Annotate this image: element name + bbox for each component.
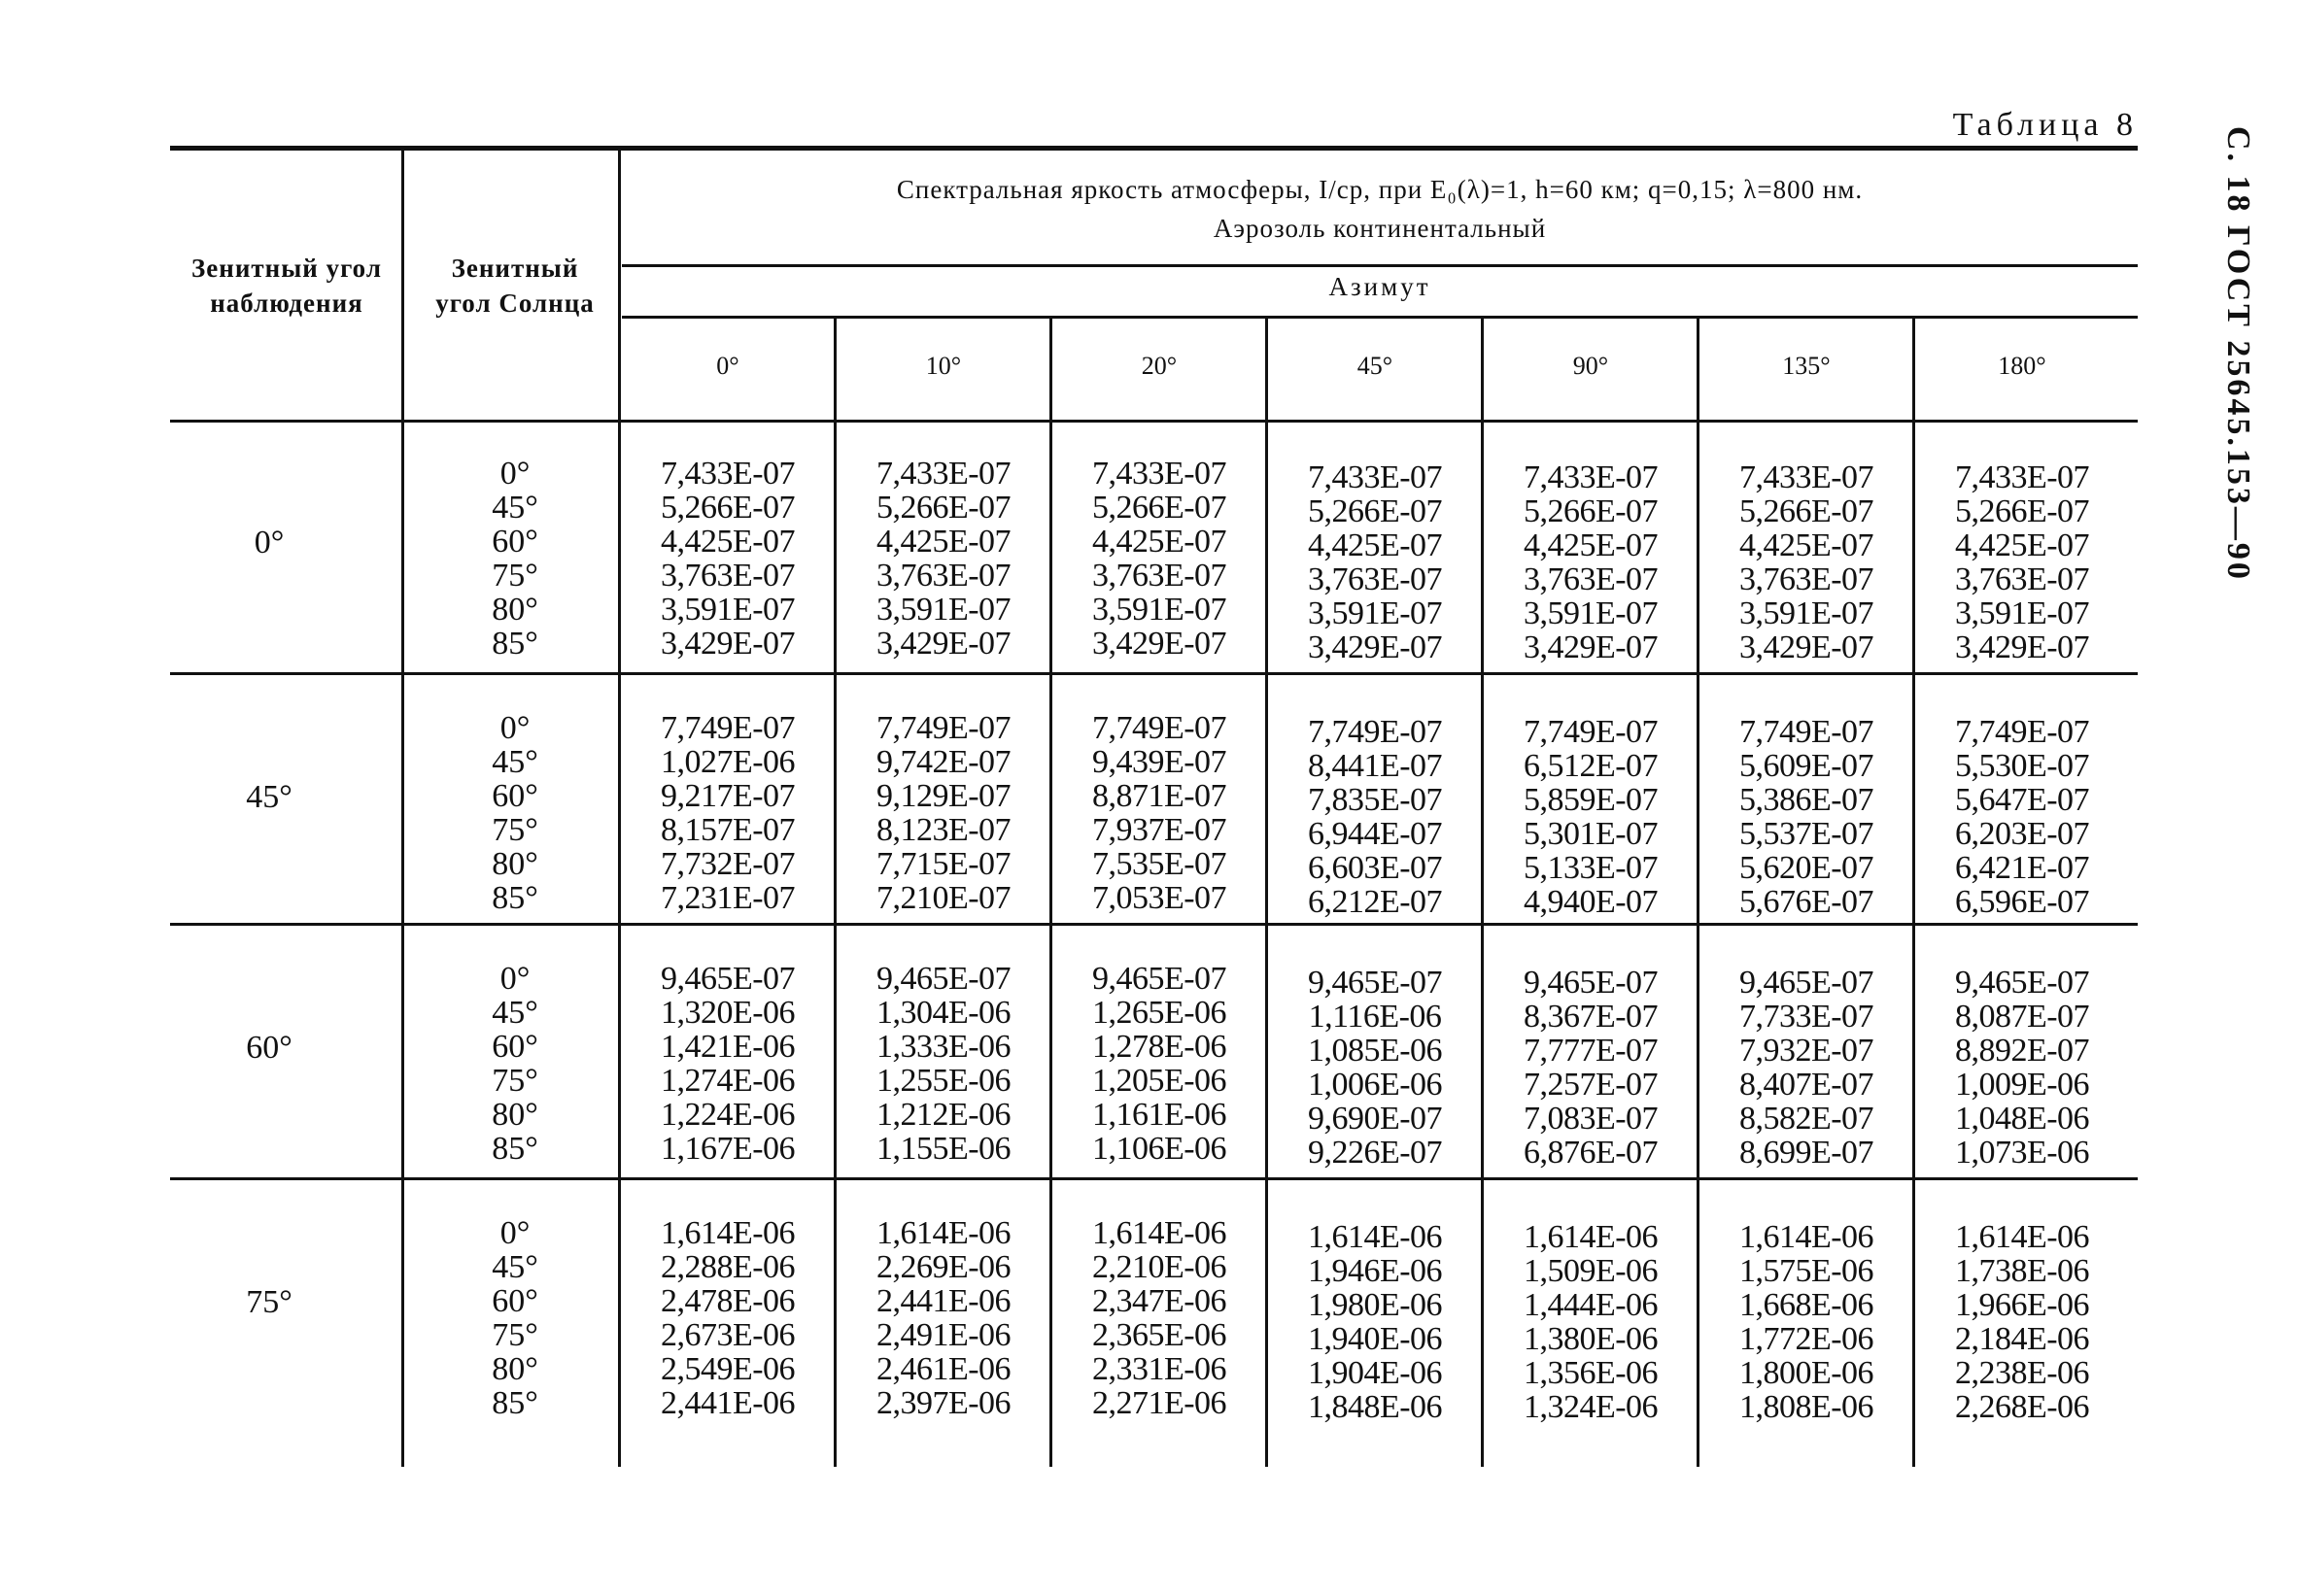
table-cell: 2,331E-06 — [1091, 1351, 1227, 1387]
table-cell: 1,006E-06 — [1307, 1067, 1443, 1103]
sun-angle-value: 0° — [499, 710, 531, 746]
table-cell: 3,591E-07 — [1307, 595, 1443, 631]
table-cell: 7,749E-07 — [1954, 714, 2090, 750]
table-cell: 1,224E-06 — [660, 1097, 796, 1133]
table-cell: 3,763E-07 — [1091, 558, 1227, 594]
table-cell: 7,835E-07 — [1307, 782, 1443, 818]
value-column — [1699, 460, 1914, 664]
table-cell: 9,465E-07 — [1307, 965, 1443, 1001]
table-cell: 1,808E-06 — [1738, 1389, 1874, 1425]
table-cell: 2,365E-06 — [1091, 1317, 1227, 1353]
azimuth-20: 20° — [1141, 352, 1178, 380]
azimuth-header: Азимут — [1328, 272, 1431, 301]
table-cell: 1,772E-06 — [1738, 1321, 1874, 1357]
table-cell: 7,257E-07 — [1523, 1067, 1659, 1103]
table-cell: 9,465E-07 — [1091, 961, 1227, 997]
table-cell: 8,157E-07 — [660, 812, 796, 848]
value-column — [1267, 460, 1483, 664]
table-cell: 3,429E-07 — [1954, 629, 2090, 665]
sun-angle-list — [466, 457, 564, 661]
sun-angle-value: 45° — [492, 744, 538, 780]
table-cell: 3,429E-07 — [1523, 629, 1659, 665]
table-cell: 3,429E-07 — [1738, 629, 1874, 665]
value-column — [1699, 715, 1914, 919]
value-column — [620, 1216, 836, 1420]
table-cell: 1,048E-06 — [1954, 1101, 2090, 1137]
value-column — [1483, 460, 1699, 664]
table-cell: 1,380E-06 — [1523, 1321, 1659, 1357]
table-cell: 7,749E-07 — [1091, 710, 1227, 746]
table-cell: 5,266E-07 — [1954, 493, 2090, 529]
table-cell: 1,320E-06 — [660, 995, 796, 1031]
table-cell: 3,591E-07 — [875, 592, 1012, 628]
table-cell: 1,155E-06 — [875, 1131, 1012, 1167]
value-column — [836, 1216, 1051, 1420]
caption-rule — [622, 264, 2138, 267]
table-cell: 1,668E-06 — [1738, 1287, 1874, 1323]
sun-angle-value: 75° — [492, 558, 538, 594]
header-zenith-sun: Зенитный угол Солнца — [435, 254, 595, 318]
value-column — [1699, 966, 1914, 1170]
table-cell: 1,324E-06 — [1523, 1389, 1659, 1425]
table-cell: 1,966E-06 — [1954, 1287, 2090, 1323]
value-column — [1483, 966, 1699, 1170]
sun-angle-value: 60° — [492, 1029, 538, 1065]
table-cell: 1,614E-06 — [1738, 1219, 1874, 1255]
table-cell: 2,210E-06 — [1091, 1249, 1227, 1285]
value-column — [1914, 966, 2130, 1170]
value-column — [620, 457, 836, 661]
value-column — [1914, 460, 2130, 664]
table-cell: 1,265E-06 — [1091, 995, 1227, 1031]
value-column — [1051, 962, 1267, 1166]
table-cell: 2,269E-06 — [875, 1249, 1012, 1285]
table-cell: 5,537E-07 — [1738, 816, 1874, 852]
azimuth-rule — [622, 316, 2138, 319]
value-column — [1267, 1220, 1483, 1424]
table-cell: 3,429E-07 — [660, 626, 796, 662]
table-cell: 3,763E-07 — [1523, 561, 1659, 597]
table-cell: 1,444E-06 — [1523, 1287, 1659, 1323]
value-column — [1051, 711, 1267, 915]
table-cell: 1,356E-06 — [1523, 1355, 1659, 1391]
table-cell: 5,609E-07 — [1738, 748, 1874, 784]
table-cell: 1,800E-06 — [1738, 1355, 1874, 1391]
table-cell: 3,591E-07 — [1954, 595, 2090, 631]
table-cell: 5,266E-07 — [660, 490, 796, 526]
sun-angle-value: 85° — [492, 1131, 538, 1167]
table-cell: 1,274E-06 — [660, 1063, 796, 1099]
table-cell: 7,433E-07 — [875, 456, 1012, 492]
top-rule — [170, 146, 2138, 151]
table-cell: 7,433E-07 — [1954, 459, 2090, 495]
group-rule-2 — [170, 923, 2138, 926]
table-cell: 7,749E-07 — [660, 710, 796, 746]
table-cell: 5,386E-07 — [1738, 782, 1874, 818]
table-cell: 8,699E-07 — [1738, 1135, 1874, 1171]
table-cell: 7,535E-07 — [1091, 846, 1227, 882]
table-cell: 6,944E-07 — [1307, 816, 1443, 852]
sun-angle-value: 45° — [492, 490, 538, 526]
table-cell: 7,733E-07 — [1738, 999, 1874, 1035]
table-cell: 2,184E-06 — [1954, 1321, 2090, 1357]
table-cell: 2,268E-06 — [1954, 1389, 2090, 1425]
azimuth-135: 135° — [1782, 352, 1831, 380]
table-cell: 9,217E-07 — [660, 778, 796, 814]
value-column — [1483, 715, 1699, 919]
table-cell: 1,980E-06 — [1307, 1287, 1443, 1323]
table-cell: 7,433E-07 — [1091, 456, 1227, 492]
table-cell: 2,478E-06 — [660, 1283, 796, 1319]
table-cell: 8,582E-07 — [1738, 1101, 1874, 1137]
sun-angle-value: 0° — [499, 1215, 531, 1251]
table-cell: 8,367E-07 — [1523, 999, 1659, 1035]
value-column — [1483, 1220, 1699, 1424]
table-cell: 1,940E-06 — [1307, 1321, 1443, 1357]
sun-angle-value: 80° — [492, 592, 538, 628]
table-cell: 3,429E-07 — [1307, 629, 1443, 665]
header-zenith-observation: Зенитный угол наблюдения — [191, 254, 382, 318]
table-cell: 9,465E-07 — [1738, 965, 1874, 1001]
table-cell: 7,433E-07 — [1523, 459, 1659, 495]
table-cell: 2,397E-06 — [875, 1385, 1012, 1421]
azimuth-0: 0° — [716, 352, 739, 380]
group-rule-3 — [170, 1177, 2138, 1180]
table-cell: 1,278E-06 — [1091, 1029, 1227, 1065]
table-cell: 4,940E-07 — [1523, 884, 1659, 920]
table-cell: 1,614E-06 — [1523, 1219, 1659, 1255]
table-cell: 3,763E-07 — [660, 558, 796, 594]
sun-angle-list — [466, 711, 564, 915]
table-cell: 8,407E-07 — [1738, 1067, 1874, 1103]
table-cell: 1,575E-06 — [1738, 1253, 1874, 1289]
table-caption — [622, 170, 2138, 248]
col-divider-zenith — [401, 151, 404, 1467]
table-cell: 5,266E-07 — [1091, 490, 1227, 526]
table-cell: 1,027E-06 — [660, 744, 796, 780]
sun-angle-value: 75° — [492, 812, 538, 848]
table-cell: 9,690E-07 — [1307, 1101, 1443, 1137]
table-cell: 1,167E-06 — [660, 1131, 796, 1167]
table-cell: 2,441E-06 — [660, 1385, 796, 1421]
value-column — [1267, 715, 1483, 919]
table-cell: 2,347E-06 — [1091, 1283, 1227, 1319]
table-cell: 7,749E-07 — [1307, 714, 1443, 750]
azimuth-180: 180° — [1998, 352, 2046, 380]
table-cell: 9,129E-07 — [875, 778, 1012, 814]
zenith-observation-value: 75° — [246, 1284, 292, 1320]
sun-angle-value: 75° — [492, 1063, 538, 1099]
sun-angle-list — [466, 962, 564, 1166]
table-cell: 2,461E-06 — [875, 1351, 1012, 1387]
table-cell: 6,596E-07 — [1954, 884, 2090, 920]
table-cell: 7,749E-07 — [1738, 714, 1874, 750]
table-cell: 6,212E-07 — [1307, 884, 1443, 920]
table-cell: 8,871E-07 — [1091, 778, 1227, 814]
table-cell: 3,763E-07 — [875, 558, 1012, 594]
table-cell: 1,946E-06 — [1307, 1253, 1443, 1289]
table-cell: 7,433E-07 — [1738, 459, 1874, 495]
table-cell: 7,053E-07 — [1091, 880, 1227, 916]
header-bottom-rule — [170, 420, 2138, 423]
page-header: С. 18 ГОСТ 25645.153—90 — [2220, 126, 2256, 582]
table-cell: 7,749E-07 — [1523, 714, 1659, 750]
table-cell: 1,421E-06 — [660, 1029, 796, 1065]
table-cell: 2,441E-06 — [875, 1283, 1012, 1319]
table-cell: 7,210E-07 — [875, 880, 1012, 916]
table-cell: 7,777E-07 — [1523, 1033, 1659, 1069]
table-cell: 2,238E-06 — [1954, 1355, 2090, 1391]
table-cell: 4,425E-07 — [660, 524, 796, 560]
zenith-observation-value: 60° — [246, 1030, 292, 1066]
table-cell: 7,749E-07 — [875, 710, 1012, 746]
sun-angle-value: 85° — [492, 1385, 538, 1421]
table-cell: 3,591E-07 — [660, 592, 796, 628]
table-cell: 1,509E-06 — [1523, 1253, 1659, 1289]
sun-angle-value: 85° — [492, 626, 538, 662]
sun-angle-value: 85° — [492, 880, 538, 916]
sun-angle-value: 60° — [492, 778, 538, 814]
table-cell: 8,123E-07 — [875, 812, 1012, 848]
table-cell: 1,333E-06 — [875, 1029, 1012, 1065]
table-cell: 1,009E-06 — [1954, 1067, 2090, 1103]
value-column — [1914, 715, 2130, 919]
table-cell: 5,620E-07 — [1738, 850, 1874, 886]
caption-line-1: Спектральная яркость атмосферы, I/ср, при E₀(λ)=1, h=60 км; q=0,15; λ=800 нм. — [896, 175, 1864, 204]
table-cell: 1,106E-06 — [1091, 1131, 1227, 1167]
table-cell: 3,429E-07 — [875, 626, 1012, 662]
table-cell: 1,614E-06 — [875, 1215, 1012, 1251]
value-column — [836, 962, 1051, 1166]
table-cell: 7,732E-07 — [660, 846, 796, 882]
value-column — [836, 457, 1051, 661]
table-cell: 2,673E-06 — [660, 1317, 796, 1353]
table-cell: 9,465E-07 — [875, 961, 1012, 997]
table-cell: 1,738E-06 — [1954, 1253, 2090, 1289]
table-cell: 1,255E-06 — [875, 1063, 1012, 1099]
value-column — [620, 962, 836, 1166]
table-cell: 1,073E-06 — [1954, 1135, 2090, 1171]
value-column — [836, 711, 1051, 915]
table-cell: 5,266E-07 — [1738, 493, 1874, 529]
table-cell: 3,591E-07 — [1738, 595, 1874, 631]
table-cell: 3,763E-07 — [1954, 561, 2090, 597]
table-cell: 3,763E-07 — [1307, 561, 1443, 597]
table-cell: 7,932E-07 — [1738, 1033, 1874, 1069]
table-cell: 5,301E-07 — [1523, 816, 1659, 852]
zenith-observation-value: 45° — [246, 779, 292, 815]
table-cell: 7,083E-07 — [1523, 1101, 1659, 1137]
value-column — [1051, 457, 1267, 661]
sun-angle-value: 80° — [492, 846, 538, 882]
table-cell: 3,591E-07 — [1091, 592, 1227, 628]
sun-angle-value: 60° — [492, 1283, 538, 1319]
sun-angle-value: 80° — [492, 1351, 538, 1387]
table-cell: 1,205E-06 — [1091, 1063, 1227, 1099]
table-cell: 4,425E-07 — [1091, 524, 1227, 560]
table-cell: 4,425E-07 — [1954, 527, 2090, 563]
table-cell: 1,614E-06 — [1307, 1219, 1443, 1255]
group-rule-1 — [170, 672, 2138, 675]
table-cell: 9,439E-07 — [1091, 744, 1227, 780]
table-cell: 2,271E-06 — [1091, 1385, 1227, 1421]
table-cell: 6,512E-07 — [1523, 748, 1659, 784]
table-cell: 2,491E-06 — [875, 1317, 1012, 1353]
sun-angle-list — [466, 1216, 564, 1420]
table-cell: 1,116E-06 — [1308, 999, 1442, 1035]
sun-angle-value: 45° — [492, 1249, 538, 1285]
table-cell: 9,465E-07 — [1523, 965, 1659, 1001]
sun-angle-value: 75° — [492, 1317, 538, 1353]
table-cell: 5,266E-07 — [1523, 493, 1659, 529]
caption-line-2: Аэрозоль континентальный — [1213, 214, 1547, 243]
sun-angle-value: 0° — [499, 456, 531, 492]
table-cell: 6,603E-07 — [1307, 850, 1443, 886]
table-cell: 4,425E-07 — [875, 524, 1012, 560]
table-cell: 1,614E-06 — [1954, 1219, 2090, 1255]
table-cell: 8,441E-07 — [1307, 748, 1443, 784]
table-cell: 6,203E-07 — [1954, 816, 2090, 852]
table-cell: 9,465E-07 — [1954, 965, 2090, 1001]
table-cell: 1,212E-06 — [875, 1097, 1012, 1133]
table-cell: 7,715E-07 — [875, 846, 1012, 882]
value-column — [1267, 966, 1483, 1170]
table-cell: 4,425E-07 — [1738, 527, 1874, 563]
table-cell: 7,433E-07 — [660, 456, 796, 492]
table-cell: 5,266E-07 — [1307, 493, 1443, 529]
table-cell: 3,429E-07 — [1091, 626, 1227, 662]
table-cell: 3,763E-07 — [1738, 561, 1874, 597]
value-column — [1699, 1220, 1914, 1424]
table-cell: 5,266E-07 — [875, 490, 1012, 526]
table-cell: 9,465E-07 — [660, 961, 796, 997]
table-cell: 1,904E-06 — [1307, 1355, 1443, 1391]
azimuth-90: 90° — [1572, 352, 1609, 380]
sun-angle-value: 0° — [499, 961, 531, 997]
sun-angle-value: 80° — [492, 1097, 538, 1133]
value-column — [620, 711, 836, 915]
table-cell: 9,742E-07 — [875, 744, 1012, 780]
table-cell: 6,876E-07 — [1523, 1135, 1659, 1171]
table-cell: 5,133E-07 — [1523, 850, 1659, 886]
table-cell: 5,676E-07 — [1738, 884, 1874, 920]
table-cell: 7,937E-07 — [1091, 812, 1227, 848]
table-cell: 7,433E-07 — [1307, 459, 1443, 495]
table-cell: 2,549E-06 — [660, 1351, 796, 1387]
table-cell: 1,848E-06 — [1307, 1389, 1443, 1425]
azimuth-45: 45° — [1356, 352, 1393, 380]
table-cell: 1,161E-06 — [1091, 1097, 1227, 1133]
value-column — [1051, 1216, 1267, 1420]
azimuth-10: 10° — [925, 352, 962, 380]
table-cell: 4,425E-07 — [1307, 527, 1443, 563]
table-cell: 4,425E-07 — [1523, 527, 1659, 563]
table-cell: 5,859E-07 — [1523, 782, 1659, 818]
table-cell: 8,892E-07 — [1954, 1033, 2090, 1069]
table-cell: 6,421E-07 — [1954, 850, 2090, 886]
table-cell: 9,226E-07 — [1307, 1135, 1443, 1171]
table-cell: 1,614E-06 — [1091, 1215, 1227, 1251]
table-cell: 1,304E-06 — [875, 995, 1012, 1031]
table-cell: 5,647E-07 — [1954, 782, 2090, 818]
table-cell: 8,087E-07 — [1954, 999, 2090, 1035]
table-cell: 7,231E-07 — [660, 880, 796, 916]
zenith-observation-value: 0° — [254, 525, 285, 560]
value-column — [1914, 1220, 2130, 1424]
sun-angle-value: 45° — [492, 995, 538, 1031]
table-cell: 5,530E-07 — [1954, 748, 2090, 784]
sun-angle-value: 60° — [492, 524, 538, 560]
table-cell: 1,614E-06 — [660, 1215, 796, 1251]
table-cell: 1,085E-06 — [1307, 1033, 1443, 1069]
table-cell: 2,288E-06 — [660, 1249, 796, 1285]
table-title: Таблица 8 — [1952, 107, 2138, 143]
table-cell: 3,591E-07 — [1523, 595, 1659, 631]
